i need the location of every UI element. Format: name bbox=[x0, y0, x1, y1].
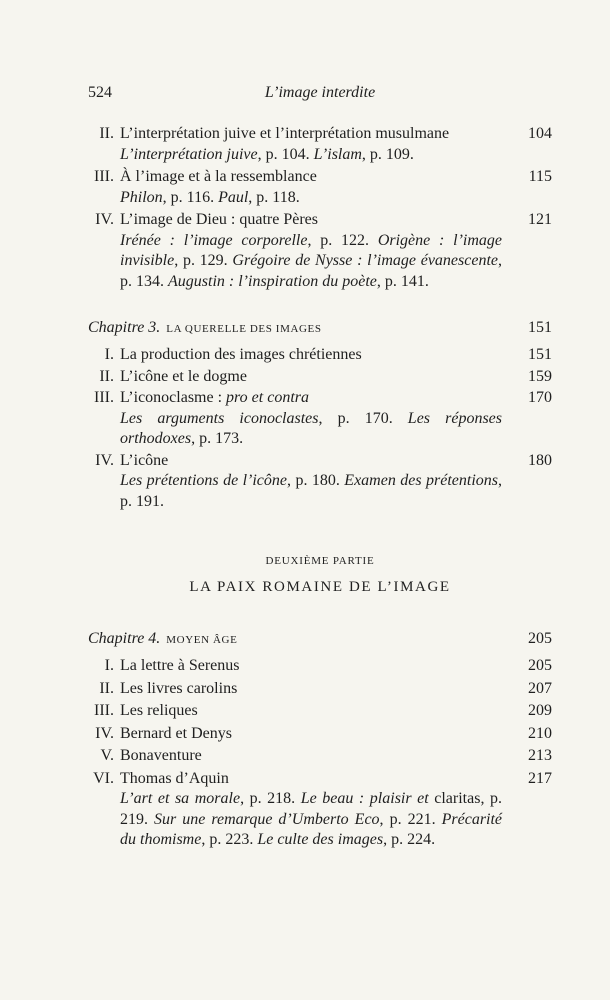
subsection-page-ref: , p. 104. bbox=[257, 145, 314, 163]
running-header bbox=[88, 84, 552, 106]
section-title: L’image de Dieu : quatre Pères bbox=[120, 211, 319, 228]
chapter-page: 151 bbox=[528, 319, 552, 336]
subsection-title: Précarité du thomisme bbox=[120, 810, 503, 848]
section-page: 104 bbox=[528, 125, 552, 142]
section-title: Bernard et Denys bbox=[120, 724, 232, 742]
section-page: 115 bbox=[528, 168, 552, 185]
subsection-list bbox=[120, 471, 502, 512]
subsection-page-ref: , p. 141. bbox=[376, 272, 429, 290]
part-title: LA PAIX ROMAINE DE L’IMAGE bbox=[189, 579, 451, 595]
toc-entry bbox=[88, 701, 552, 722]
subsection-title: L’islam bbox=[313, 145, 362, 163]
toc-block-chapter-2 bbox=[88, 124, 552, 292]
toc-entry bbox=[88, 451, 552, 513]
subsection-title: L’art et sa morale bbox=[120, 790, 241, 807]
section-number: II. bbox=[99, 367, 114, 385]
latin-term: claritas bbox=[434, 790, 481, 807]
subsection-page-ref: , p. 129. bbox=[174, 252, 233, 269]
subsection-page-ref: , p. 221. bbox=[379, 810, 442, 828]
section-title: L’icône bbox=[120, 451, 169, 469]
section-page: 210 bbox=[528, 724, 552, 742]
section-number: IV. bbox=[95, 211, 114, 228]
subsection-list bbox=[120, 231, 502, 293]
section-number: III. bbox=[94, 702, 114, 719]
section-number: II. bbox=[99, 679, 114, 697]
section-page: 213 bbox=[528, 747, 552, 764]
section-page: 151 bbox=[528, 346, 552, 363]
chapter-page: 205 bbox=[528, 630, 552, 647]
section-page: 159 bbox=[528, 367, 552, 385]
subsection-title: Sur une remarque d’Umberto Eco bbox=[154, 810, 380, 828]
chapter-4-heading bbox=[88, 628, 552, 651]
section-page: 121 bbox=[528, 211, 552, 228]
subsection-title: Paul bbox=[218, 188, 249, 206]
section-page: 170 bbox=[528, 389, 552, 406]
section-number: II. bbox=[99, 125, 114, 142]
section-title: L’iconoclasme : bbox=[120, 389, 227, 406]
toc-entry bbox=[88, 769, 552, 851]
toc-entry bbox=[88, 367, 552, 388]
subsection-page-ref: , p. 219. bbox=[120, 790, 503, 828]
section-title: À l’image et à la ressemblance bbox=[120, 168, 317, 185]
subsection-page-ref: , p. 118. bbox=[248, 188, 300, 206]
toc-block-chapter-4 bbox=[88, 656, 552, 851]
chapter-name: MOYEN ÂGE bbox=[166, 634, 238, 646]
subsection-page-ref: , p. 173. bbox=[191, 430, 244, 447]
subsection-list bbox=[120, 145, 502, 166]
chapter-3-heading bbox=[88, 317, 552, 340]
subsection-list bbox=[120, 188, 502, 209]
subsection-title: L’interprétation juive bbox=[120, 145, 258, 163]
subsection-page-ref: , p. 170. bbox=[318, 409, 408, 427]
toc-entry bbox=[88, 746, 552, 767]
subsection-page-ref: , p. 218. bbox=[240, 790, 301, 807]
section-title: Les reliques bbox=[120, 702, 198, 719]
subsection-title: Origène : l’image invisible bbox=[120, 231, 503, 269]
toc-entry bbox=[88, 388, 552, 450]
toc-entry bbox=[88, 656, 552, 677]
section-page: 205 bbox=[528, 657, 552, 674]
part-heading bbox=[88, 555, 552, 596]
section-title: Thomas d’Aquin bbox=[120, 769, 229, 787]
subsection-page-ref: , p. 134. bbox=[120, 252, 503, 290]
section-number: I. bbox=[104, 346, 114, 363]
subsection-title: Irénée : l’image corporelle bbox=[120, 231, 308, 249]
toc-entry bbox=[88, 345, 552, 366]
subsection-page-ref: , p. 191. bbox=[120, 472, 502, 510]
section-title: L’icône et le dogme bbox=[120, 367, 247, 385]
subsection-list bbox=[120, 409, 502, 450]
subsection-title: Les arguments iconoclastes bbox=[120, 409, 319, 427]
toc-entry bbox=[88, 724, 552, 745]
section-number: V. bbox=[100, 747, 114, 764]
section-number: IV. bbox=[95, 724, 114, 742]
toc-block-chapter-3 bbox=[88, 345, 552, 512]
subsection-title: Grégoire de Nysse : l’image évanescente bbox=[232, 252, 499, 269]
section-title-italic: pro et contra bbox=[226, 389, 309, 406]
section-number: III. bbox=[94, 389, 114, 406]
subsection-title: Le beau : plaisir et bbox=[300, 790, 435, 807]
toc-entry bbox=[88, 124, 552, 165]
section-number: III. bbox=[94, 168, 114, 185]
section-number: I. bbox=[104, 657, 114, 674]
subsection-page-ref: , p. 224. bbox=[383, 831, 436, 848]
toc-entry bbox=[88, 679, 552, 700]
subsection-page-ref: , p. 122. bbox=[307, 231, 378, 249]
chapter-label: Chapitre 4. bbox=[88, 630, 161, 647]
subsection-page-ref: , p. 223. bbox=[201, 831, 258, 848]
subsection-title: Les réponses orthodoxes bbox=[120, 409, 503, 447]
section-title: Les livres carolins bbox=[120, 679, 238, 697]
section-page: 217 bbox=[528, 769, 552, 787]
subsection-title: Augustin : l’inspiration du poète bbox=[168, 272, 377, 290]
page-number: 524 bbox=[88, 84, 112, 101]
chapter-heading bbox=[88, 317, 552, 340]
part-label: DEUXIÈME PARTIE bbox=[265, 555, 375, 567]
section-title: Bonaventure bbox=[120, 747, 202, 764]
subsection-list bbox=[120, 789, 502, 851]
section-page: 209 bbox=[528, 702, 552, 719]
subsection-page-ref: , p. 109. bbox=[361, 145, 414, 163]
section-number: IV. bbox=[95, 451, 114, 469]
subsection-title: Examen des prétentions bbox=[344, 472, 498, 489]
section-page: 207 bbox=[528, 679, 552, 697]
toc-entry bbox=[88, 167, 552, 208]
running-title: L’image interdite bbox=[264, 84, 376, 101]
chapter-name: LA QUERELLE DES IMAGES bbox=[166, 323, 322, 335]
subsection-page-ref: , p. 116. bbox=[162, 188, 219, 206]
section-page: 180 bbox=[528, 451, 552, 469]
toc-entry bbox=[88, 210, 552, 292]
subsection-title: Les prétentions de l’icône bbox=[120, 472, 288, 489]
chapter-heading bbox=[88, 628, 552, 651]
subsection-title: Le culte des images bbox=[257, 831, 384, 848]
subsection-page-ref: , p. 180. bbox=[287, 472, 345, 489]
section-number: VI. bbox=[93, 769, 114, 787]
section-title: La production des images chrétiennes bbox=[120, 346, 362, 363]
section-title: La lettre à Serenus bbox=[120, 657, 240, 674]
subsection-title: Philon bbox=[120, 188, 163, 206]
section-title: L’interprétation juive et l’interprétation musulmane bbox=[120, 125, 450, 142]
chapter-label: Chapitre 3. bbox=[88, 319, 161, 336]
